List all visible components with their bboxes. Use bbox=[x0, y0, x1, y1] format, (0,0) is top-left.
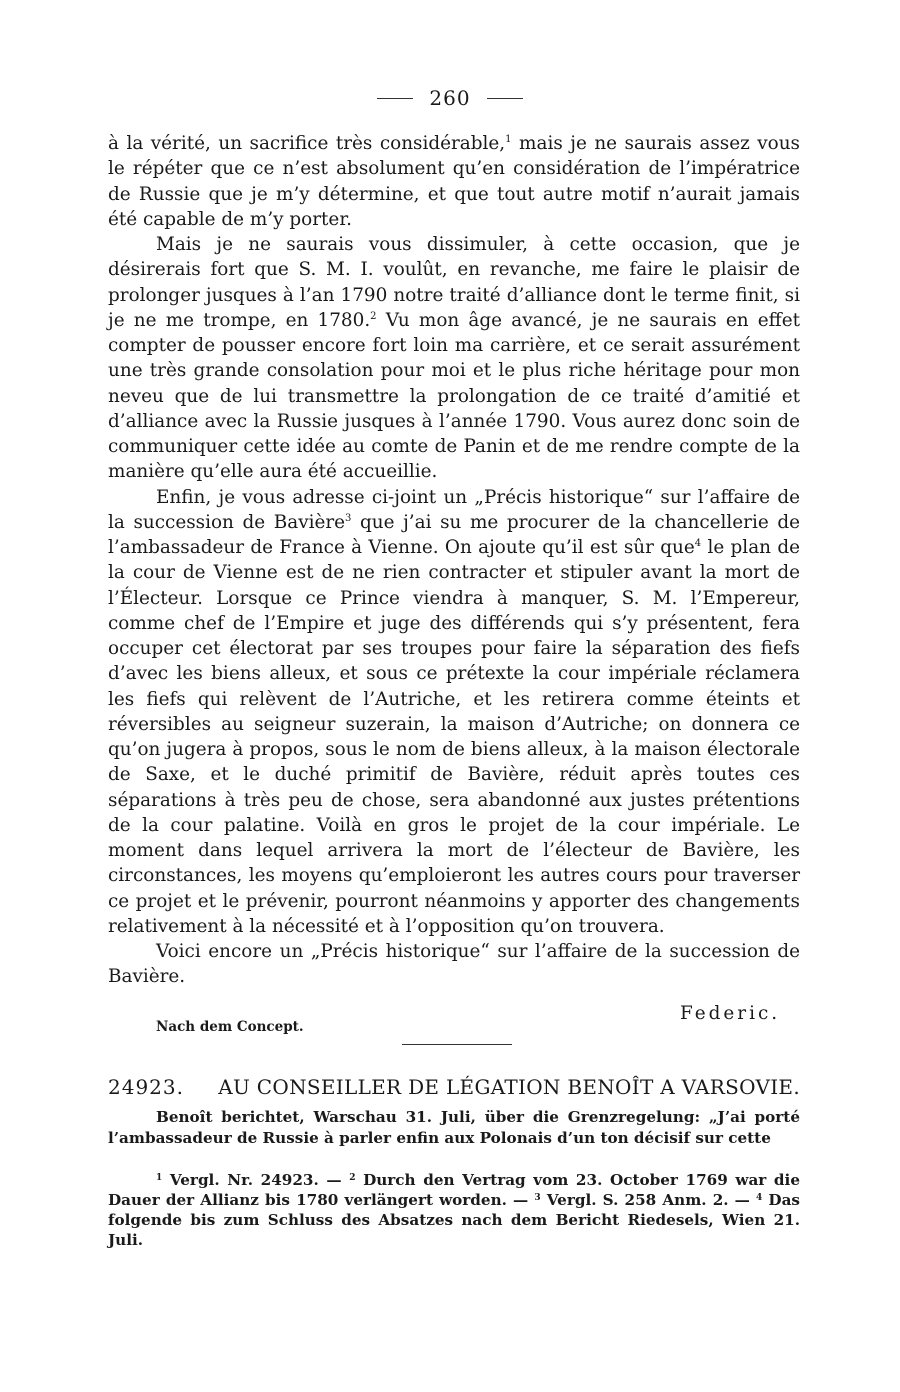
letter-number: 24923. bbox=[108, 1075, 184, 1099]
text-run: que j’ai su me procurer de la chancellerie de l’ambassadeur de France à Vienne. On ajoute qu’il est sûr que bbox=[108, 511, 800, 558]
footnote-marker: 4 bbox=[694, 538, 702, 549]
page-header bbox=[0, 86, 900, 110]
body-paragraph bbox=[108, 131, 800, 232]
text-run: le plan de la cour de Vienne est de ne rien contracter et stipuler avant la mort de l’Électeur. Lorsque ce Prince viendra à manquer, S. M. l’Empereur, comme chef de l’Empire et juge des différends qui s’y présentent, fera occuper cet électorat par ses troupes pour faire la séparation des fiefs d’avec les biens alleux, et sous ce prétexte la cour impériale réclamera les fiefs qui relèvent de l’Autriche, et les retirera comme éteints et réversibles au seigneur suzerain, la maison d’Autriche; on donnera ce qu’on jugera à propos, sous le nom de biens alleux, à la maison électorale de Saxe, et le duché primitif de Bavière, réduit après toutes ces séparations à très peu de chose, sera abandonné aux justes prétentions de la cour palatine. Voilà en gros le projet de la cour impériale. Le moment dans lequel arrivera la mort de l’électeur de Bavière, les circonstances, les moyens qu’emploieront les autres cours pour traverser ce projet et le prévenir, pourront néanmoins y apporter des changements relativement à la nécessité et à l’opposition qu’on trouvera. bbox=[108, 537, 800, 937]
footnote-marker: 4 bbox=[756, 1193, 763, 1203]
footnote-marker: 3 bbox=[534, 1193, 541, 1203]
letter-heading bbox=[108, 1072, 800, 1102]
footnote-marker: 3 bbox=[345, 512, 352, 524]
text-run: Vu mon âge avancé, je ne saurais en effet compter de pousser encore fort loin ma carrière, et ce serait assurément une très grande consolation pour moi et le plus riche héritage pour mon neveu que de lui transmettre la prolongation de ce traité d’amitié et d’alliance avec la Russie jusques à l’année 1790. Vous aurez donc soin de communiquer cette idée au comte de Panin et de me rendre compte de la manière qu’elle aura été accueillie. bbox=[108, 309, 800, 483]
source-note: Nach dem Concept. bbox=[156, 1019, 304, 1035]
footnote-text bbox=[108, 1170, 800, 1250]
signature-closing: Federic. bbox=[680, 1003, 781, 1024]
header-dash-left bbox=[377, 98, 413, 99]
text-run: Durch den Vertrag vom 23. October 1769 war die Dauer der Allianz bis 1780 verlängert worden. — bbox=[108, 1171, 800, 1209]
footnote-marker: 2 bbox=[349, 1173, 356, 1183]
footnotes bbox=[108, 1170, 800, 1250]
body-paragraph bbox=[108, 939, 800, 990]
footnote-marker: 1 bbox=[505, 134, 512, 145]
text-run: Enfin, je vous adresse ci-joint un „Précis historique“ sur l’affaire de la succession de Bavière bbox=[108, 486, 800, 533]
summary-text: Benoît berichtet, Warschau 31. Juli, über die Grenzregelung: „J’ai porté l’ambassadeur de Russie à parler enfin aux Polonais d’un ton décisif sur cette bbox=[108, 1108, 800, 1147]
text-run: Vergl. Nr. 24923. — bbox=[162, 1171, 350, 1189]
text-run: mais je ne saurais assez vous le répéter que ce n’est absolument qu’en considération de l’impératrice de Russie que je m’y détermine, et que tout autre motif n’aurait jamais été capable de m’y porter. bbox=[108, 133, 800, 230]
text-run: à la vérité, un sacrifice très considérable, bbox=[108, 133, 506, 154]
text-run: Mais je ne saurais vous dissimuler, à cette occasion, que je désirerais fort que S. M. I. voulût, en revanche, me faire le plaisir de prolonger jusques à l’an 1790 notre traité d’alliance dont le terme finit, si je ne me trompe, en 1780. bbox=[108, 234, 800, 331]
letter-summary bbox=[108, 1107, 800, 1149]
text-run: Das folgende bis zum Schluss des Absatzes nach dem Bericht Riedesels, Wien 21. Juli. bbox=[108, 1191, 800, 1249]
body-paragraph bbox=[108, 485, 800, 940]
footnote-marker: 1 bbox=[156, 1173, 163, 1183]
text-run: Vergl. S. 258 Anm. 2. — bbox=[540, 1191, 757, 1209]
body-paragraph bbox=[108, 232, 800, 485]
text-run: Voici encore un „Précis historique“ sur l’affaire de la succession de Bavière. bbox=[108, 941, 800, 988]
header-dash-right bbox=[487, 98, 523, 99]
footnote-marker: 2 bbox=[370, 310, 377, 322]
letter-body bbox=[108, 131, 800, 990]
section-divider bbox=[402, 1044, 512, 1045]
page-number: 260 bbox=[429, 86, 471, 110]
letter-title: AU CONSEILLER DE LÉGATION BENOÎT A VARSOVIE. bbox=[218, 1075, 800, 1099]
